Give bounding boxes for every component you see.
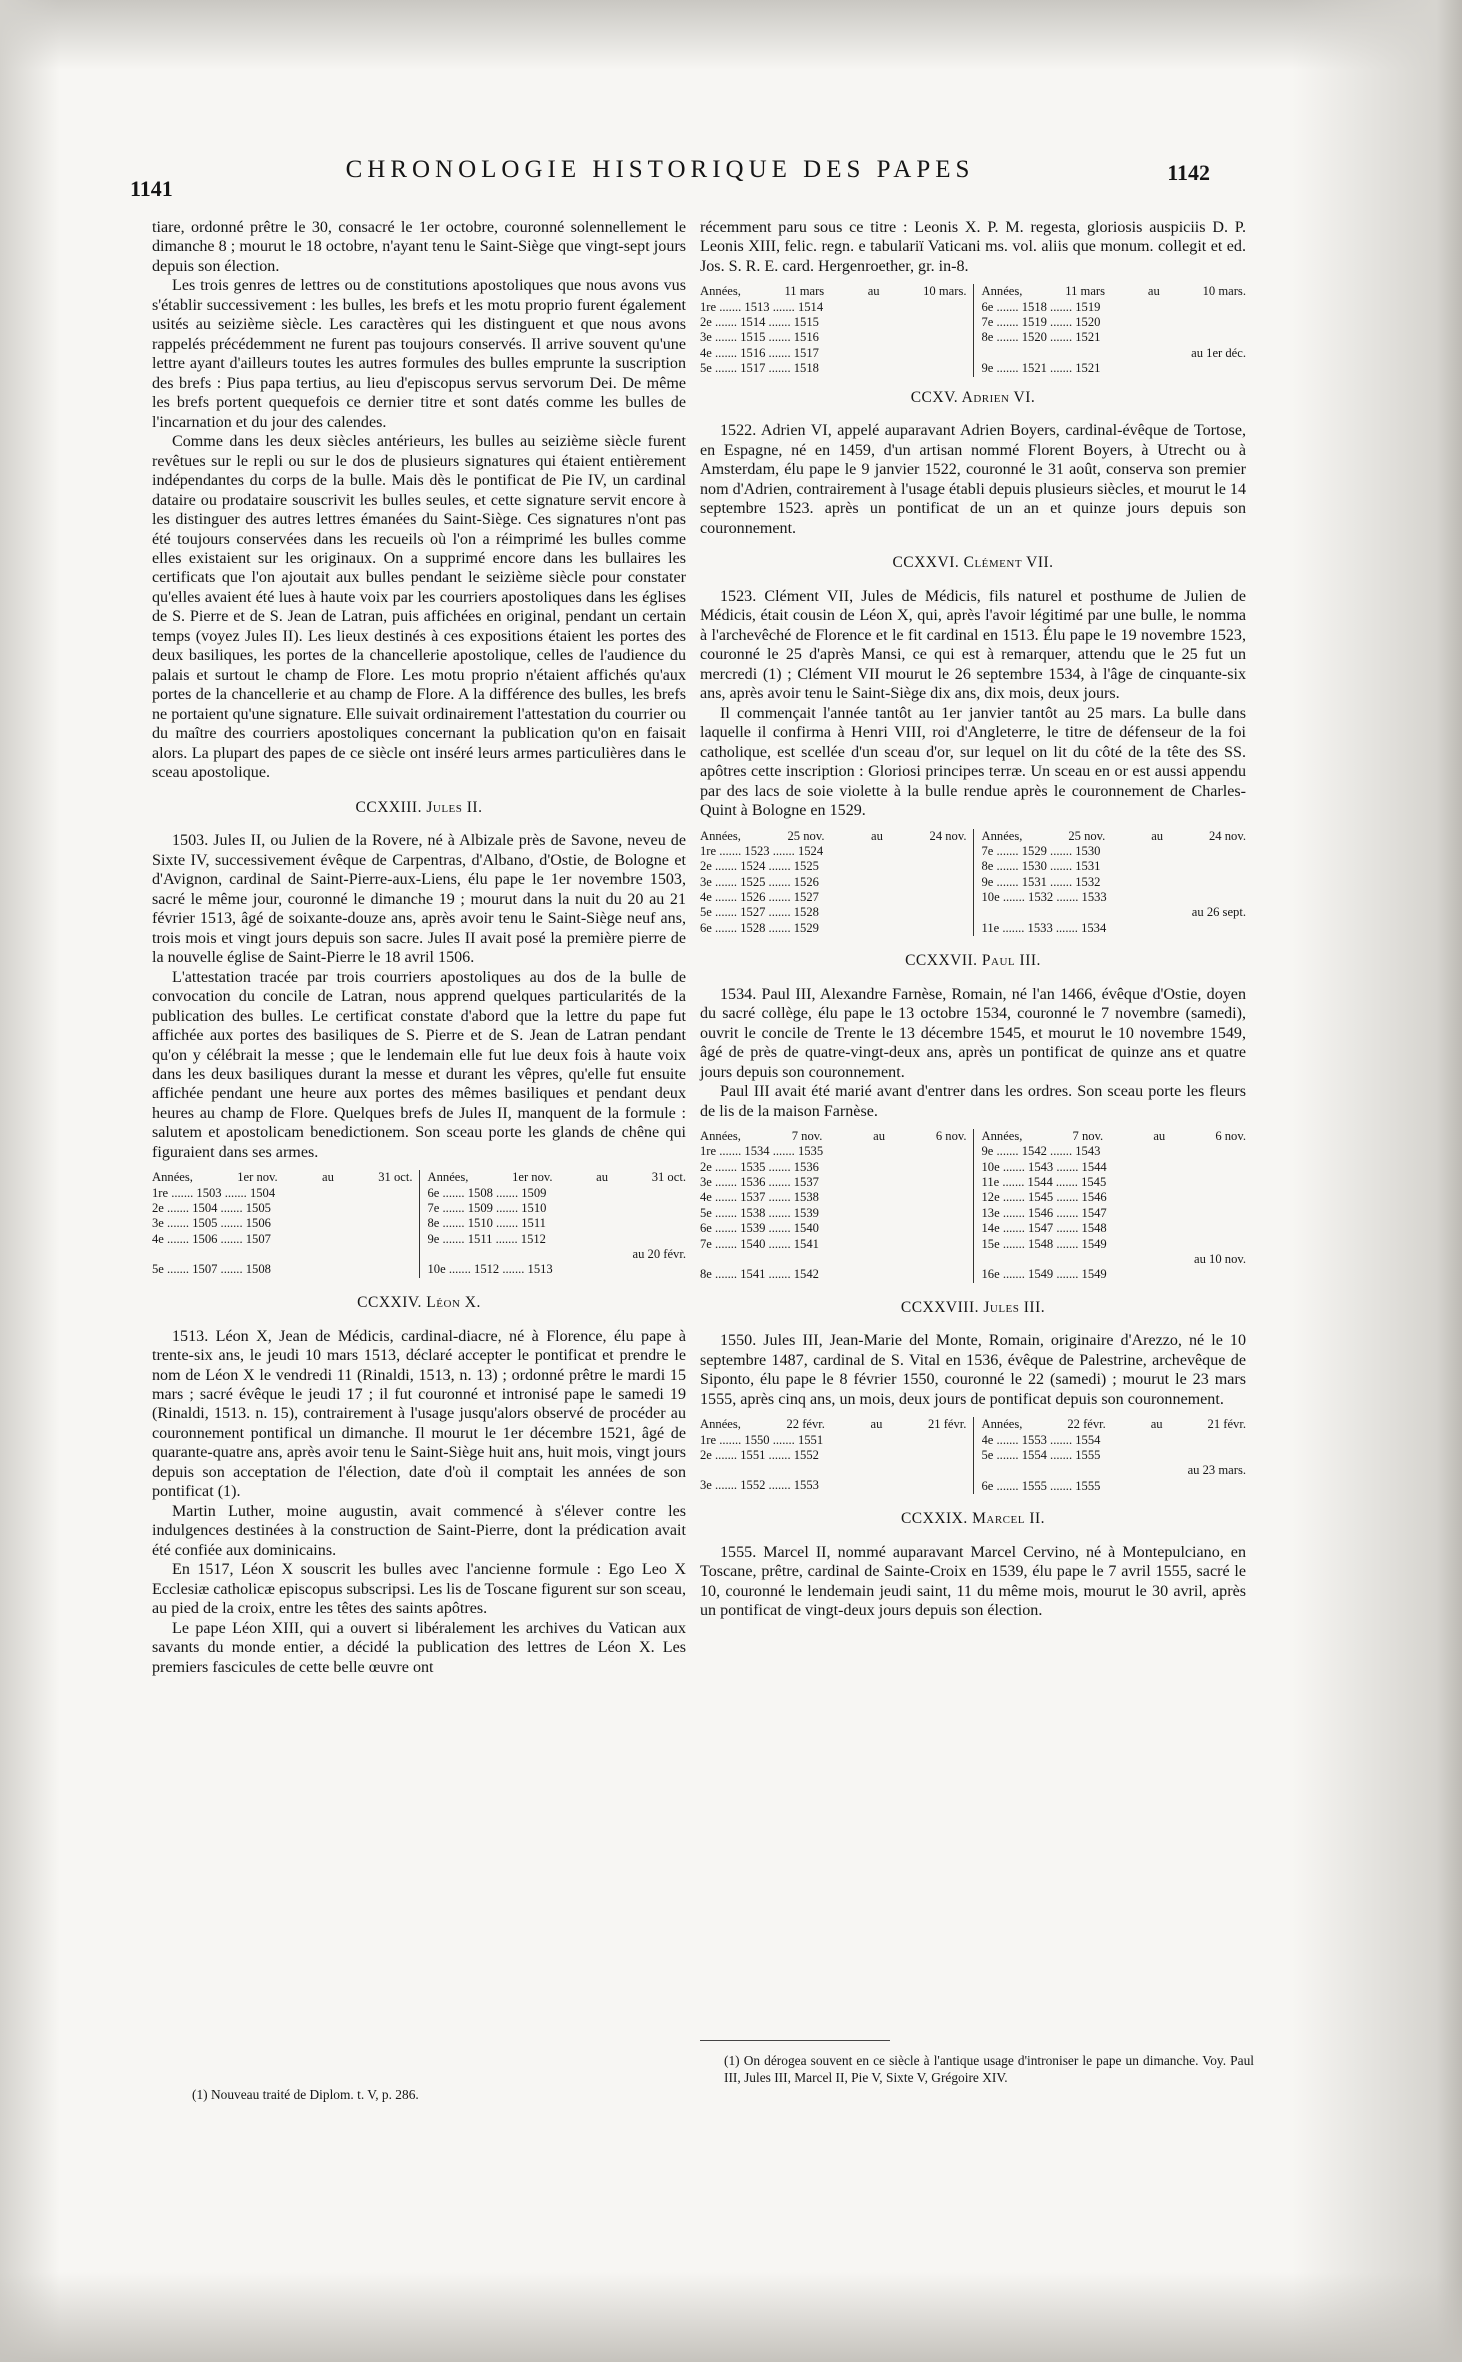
table-note: au 1er déc. [1191, 345, 1246, 360]
scan-shadow-left [0, 0, 60, 2362]
page-number-right: 1142 [1167, 160, 1210, 185]
footnote-left: (1) Nouveau traité de Diplom. t. V, p. 286. [192, 2087, 419, 2102]
years-table-left [700, 1129, 973, 1283]
years-table-clement-vii [700, 829, 1246, 937]
paragraph: 1522. Adrien VI, appelé auparavant Adrien Boyers, cardinal-évêque de Tortose, en Espagne, né en 1459, d'un artisan nommé Florent Boyers, à Utrecht ou à Amsterdam, élu pape le 9 janvier 1522, couronné le 31 août, conserva son premier nom d'Adrien, contrairement à l'usage établi depuis plusieurs siècles, et mourut le 14 septembre 1523. après un pontificat de un an et quinze jours depuis son couronnement. [700, 422, 1246, 537]
paragraph: En 1517, Léon X souscrit les bulles avec l'ancienne formule : Ego Leo X Ecclesiæ catholicæ episcopus subscripsi. Les lis de Toscane figurent sur son sceau, au pied de la croix, entre les têtes des saints apôtres. [152, 1561, 686, 1618]
table-row: 7e ....... 1540 ....... 1541 [700, 1236, 819, 1251]
table-row: 10e ....... 1543 ....... 1544 [981, 1159, 1107, 1174]
table-row: 3e ....... 1552 ....... 1553 [700, 1478, 819, 1493]
table-row: 9e ....... 1521 ....... 1521 [981, 361, 1101, 376]
table-note: au 20 févr. [632, 1247, 686, 1262]
header-cell: 7 nov. [1072, 1129, 1104, 1144]
table-row: 4e ....... 1526 ....... 1527 [700, 889, 819, 904]
table-row: 10e ....... 1512 ....... 1513 [427, 1262, 553, 1277]
paragraph: 1534. Paul III, Alexandre Farnèse, Romain, né l'an 1466, évêque d'Ostie, doyen du sacré collège, élu pape le 13 octobre 1534, couronné le 7 novembre (samedi), ouvrit le concile de Trente le 13 décembre 1545, et mourut le 10 novembre 1549, âgé de près de quatre-vingt-deux ans, après un pontificat de quinze ans et quatre jours depuis son couronnement. [700, 985, 1246, 1081]
left-column [152, 218, 686, 1677]
header-cell: 21 févr. [1207, 1417, 1246, 1432]
years-table-right [973, 829, 1246, 937]
table-row: 11e ....... 1544 ....... 1545 [981, 1175, 1107, 1190]
paragraph: 1550. Jules III, Jean-Marie del Monte, Romain, originaire d'Arezzo, né le 10 septembre 1487, cardinal de S. Vital en 1536, évêque de Palestrine, archevêque de Siponto, élu pape le 8 février 1550, couronné le 22 (samedi) ; mourut le 23 mars 1555, après cinq ans, un mois, deux jours de pontificat depuis son couronnement. [700, 1332, 1246, 1408]
table-row: 2e ....... 1524 ....... 1525 [700, 859, 819, 874]
header-cell: Années, [700, 1129, 741, 1144]
table-row: 7e ....... 1529 ....... 1530 [981, 843, 1101, 858]
paragraph: Comme dans les deux siècles antérieurs, les bulles au seizième siècle furent revêtues sur le repli ou sur le dos de plusieurs signatures qui étaient entièrement indépendantes du corps de la bulle. Mais dès le pontificat de Pie IV, un cardinal dataire ou prodataire souscrivit les bulles seules, et cette signature servit encore à les distinguer des autres lettres émanées du Saint-Siège. Ces signatures n'ont pas été toujours conservées dans les recueils où l'on a réimprimé les bulles comme elles existaient sur les originaux. On a supprimé encore dans les bullaires les certificats que l'on ajoutait aux bulles pendant le seizième siècle pour constater qu'elles avaient été lues à haute voix par les courriers apostoliques dans les églises de S. Pierre et de S. Jean de Latran, puis affichées en original, pendant un certain temps (voyez Jules II). Les lieux destinés à ces expositions étaient les portes des deux basiliques, les portes de la chancellerie apostolique, celles de l'audience du palais et surtout le champ de Flore. Les motu proprio n'étaient affichés qu'aux portes de la chancellerie et au champ de Flore. A la différence des bulles, les brefs ne portaient qu'une signature. Elle suivait ordinairement l'attestation du courrier ou du maître des courriers apostoliques concernant la publication qu'on en faisait alors. La plupart des papes de ce siècle ont inséré leurs armes particulières dans le sceau apostolique. [152, 433, 686, 782]
paragraph: Il commençait l'année tantôt au 1er janvier tantôt au 25 mars. La bulle dans laquelle il confirma à Henri VIII, roi d'Angleterre, le titre de défenseur de la foi catholique, est scellée d'un sceau d'or, sur lequel on lit du côté de la tête des SS. apôtres cette inscription : Gloriosi principes terræ. Un sceau en or est aussi appendu par des lacs de soie violette à la bulle rendue après le couronnement de Charles-Quint à Bologne en 1529. [700, 704, 1246, 820]
header-cell: 22 févr. [1067, 1417, 1106, 1432]
paragraph: 1513. Léon X, Jean de Médicis, cardinal-diacre, né à Florence, élu pape à trente-six ans, le jeudi 10 mars 1513, déclaré accepter le pontificat et prendre le nom de Léon X le vendredi 11 (Rinaldi, 1513, n. 13) ; ordonné prêtre le mardi 15 mars ; sacré évêque le jeudi 17 ; il fut couronné et intronisé pape le samedi 19 (Rinaldi, 1513. n. 15), contrairement à l'usage jusqu'alors observé de procéder au couronnement pontifical un dimanche. Il mourut le 1er décembre 1521, âgé de quarante-quatre ans, après avoir tenu le Saint-Siège huit ans, huit mois, vingt jours depuis son acceptation de l'élection, date d'où il comptait les années de son pontificat (1). [152, 1327, 686, 1501]
years-table-jules-iii [700, 1417, 1246, 1494]
paragraph: récemment paru sous ce titre : Leonis X. P. M. regesta, gloriosis auspiciis D. P. Leonis XIII, felic. regn. e tabulariï Vaticani ms. vol. aliis que monum. collegit et ed. Jos. S. R. E. card. Hergenroether, gr. in-8. [700, 219, 1246, 275]
header-cell: 11 mars [784, 284, 825, 299]
paragraph: 1555. Marcel II, nommé auparavant Marcel Cervino, né à Montepulciano, en Toscane, prêtre, cardinal de Sainte-Croix en 1539, élu pape le 7 avril 1555, sacré le 10, couronné le lendemain jeudi saint, 11 du même mois, mourut le 30 avril, après un pontificat de vingt-deux jours depuis son élection. [700, 1543, 1246, 1620]
header-cell: au [867, 284, 880, 299]
table-row: 6e ....... 1518 ....... 1519 [981, 299, 1101, 314]
years-table-header [700, 1417, 967, 1432]
header-cell: 21 févr. [927, 1417, 967, 1432]
header-cell: au [1147, 284, 1160, 299]
years-table-right [419, 1170, 686, 1278]
right-column [700, 218, 1246, 1621]
table-row: 3e ....... 1536 ....... 1537 [700, 1175, 819, 1190]
header-cell: 25 nov. [1068, 828, 1106, 843]
years-table-right [973, 1129, 1246, 1283]
header-cell: Années, [981, 1417, 1023, 1432]
header-cell: Années, [981, 284, 1023, 299]
paragraph: Paul III avait été marié avant d'entrer dans les ordres. Son sceau porte les fleurs de lis de la maison Farnèse. [700, 1083, 1246, 1120]
years-table-header [700, 829, 967, 844]
scan-shadow-bottom [0, 2272, 1462, 2362]
table-row: 3e ....... 1525 ....... 1526 [700, 874, 819, 889]
footnote-right: (1) On dérogea souvent en ce siècle à l'antique usage d'introniser le pape un dimanche. Voy. Paul III, Jules III, Marcel II, Pie V, Sixte V, Grégoire XIV. [724, 2053, 1254, 2085]
table-row: 7e ....... 1519 ....... 1520 [981, 315, 1101, 330]
table-row: 3e ....... 1505 ....... 1506 [152, 1216, 271, 1231]
table-row: 3e ....... 1515 ....... 1516 [700, 330, 819, 345]
table-note: au 23 mars. [1187, 1463, 1246, 1478]
table-row: 1re ....... 1513 ....... 1514 [700, 299, 824, 314]
header-cell: 6 nov. [935, 1129, 967, 1144]
table-note: au 10 nov. [1194, 1251, 1246, 1266]
header-cell: 7 nov. [791, 1129, 823, 1144]
header-cell: au [1153, 1129, 1166, 1144]
header-cell: au [873, 1129, 886, 1144]
table-row: 5e ....... 1517 ....... 1518 [700, 361, 819, 376]
table-row: 6e ....... 1555 ....... 1555 [981, 1478, 1101, 1493]
table-row: 5e ....... 1538 ....... 1539 [700, 1205, 819, 1220]
header-cell: Années, [700, 1417, 741, 1432]
section-heading-jules-ii: CCXXIII. Jules II. [355, 798, 483, 816]
table-row: 6e ....... 1539 ....... 1540 [700, 1221, 819, 1236]
header-cell: Années, [700, 828, 741, 843]
table-row: 8e ....... 1520 ....... 1521 [981, 330, 1101, 345]
table-row: 4e ....... 1537 ....... 1538 [700, 1190, 819, 1205]
header-cell: Années, [981, 828, 1023, 843]
paragraph: Martin Luther, moine augustin, avait commencé à s'élever contre les indulgences destinées à la construction de Saint-Pierre, dont la prédication avait été confiée aux dominicains. [152, 1502, 686, 1559]
table-row: 2e ....... 1551 ....... 1552 [700, 1447, 819, 1462]
running-title: CHRONOLOGIE HISTORIQUE DES PAPES [345, 156, 975, 183]
table-row: 8e ....... 1530 ....... 1531 [981, 859, 1101, 874]
table-row: 1re ....... 1503 ....... 1504 [152, 1185, 276, 1200]
header-cell: au [1151, 828, 1164, 843]
header-cell: 22 févr. [786, 1417, 825, 1432]
table-row: 1re ....... 1550 ....... 1551 [700, 1432, 824, 1447]
years-table-header [700, 1129, 967, 1144]
section-heading-adrien-vi: CCXV. Adrien VI. [910, 388, 1036, 406]
table-row: 13e ....... 1546 ....... 1547 [981, 1205, 1107, 1220]
header-cell: au [1150, 1417, 1163, 1432]
header-cell: 11 mars [1065, 284, 1106, 299]
paragraph: tiare, ordonné prêtre le 30, consacré le 1er octobre, couronné solennellement le dimanche 8 ; mourut le 18 octobre, n'ayant tenu le Saint-Siège que vingt-sept jours depuis son élection. [152, 219, 686, 275]
section-heading-marcel-ii: CCXXIX. Marcel II. [900, 1510, 1046, 1528]
paragraph: L'attestation tracée par trois courriers apostoliques au dos de la bulle de convocation du concile de Latran, nous apprend quelques particularités de la publication des bulles. Le certificat constate d'abord que la lettre du pape fut affichée aux portes des basiliques de S. Pierre et de S. Jean de Latran pendant qu'on y célébrait la messe ; que le lendemain elle fut lue deux fois à haute voix dans les deux basiliques durant la messe et durant les vêpres, qu'elle fut ensuite affichée pendant une heure aux portes des mêmes basiliques et pendant deux heures au champ de Flore. Quelques brefs de Jules II, manquent de la formule : salutem et apostolicam benedictionem. Son sceau porte les glands de chêne qui figuraient dans ses armes. [152, 968, 686, 1161]
years-table-right [973, 284, 1246, 376]
paragraph: 1523. Clément VII, Jules de Médicis, fils naturel et posthume de Julien de Médicis, était cousin de Léon X, qui, après l'avoir légitimé par une bulle, le nomma à l'archevêché de Florence et le fit cardinal en 1513. Élu pape le 19 novembre 1523, couronné le 25 d'après Mansi, ce qui est à remarquer, attendu que le 25 fut un mercredi (1) ; Clément VII mourut le 26 septembre 1534, à l'âge de cinquante-six ans, après avoir tenu le Saint-Siège dix ans, dix mois, deux jours. [700, 587, 1246, 703]
header-cell: 10 mars. [1202, 284, 1246, 299]
table-row: 2e ....... 1514 ....... 1515 [700, 315, 819, 330]
table-row: 5e ....... 1527 ....... 1528 [700, 905, 819, 920]
header-cell: 24 nov. [929, 828, 967, 843]
header-cell: 24 nov. [1209, 828, 1246, 843]
header-cell: au [870, 1417, 883, 1432]
header-cell: au [322, 1170, 334, 1185]
table-row: 8e ....... 1510 ....... 1511 [427, 1216, 546, 1231]
years-table-header [428, 1170, 687, 1185]
section-heading-clement-vii: CCXXVI. Clément VII. [892, 554, 1054, 572]
table-row: 6e ....... 1528 ....... 1529 [700, 920, 819, 935]
scan-shadow-top [0, 0, 1462, 70]
table-row: 7e ....... 1509 ....... 1510 [427, 1201, 547, 1216]
header-cell: 31 oct. [651, 1170, 686, 1185]
years-table-header [982, 284, 1247, 299]
years-table-left [152, 1170, 419, 1278]
table-row: 9e ....... 1511 ....... 1512 [427, 1231, 546, 1246]
years-table-leon-x [700, 284, 1246, 376]
years-table-header [152, 1170, 413, 1185]
table-note: au 26 sept. [1191, 905, 1246, 920]
years-table-header [982, 1129, 1247, 1144]
table-row: 16e ....... 1549 ....... 1549 [981, 1267, 1107, 1282]
header-cell: au [596, 1170, 609, 1185]
section-heading-jules-iii: CCXXVIII. Jules III. [900, 1298, 1046, 1316]
table-row: 10e ....... 1532 ....... 1533 [981, 889, 1107, 904]
header-cell: Années, [152, 1170, 193, 1185]
years-table-right [973, 1417, 1246, 1494]
table-row: 5e ....... 1554 ....... 1555 [981, 1447, 1101, 1462]
header-cell: 1er nov. [512, 1170, 553, 1185]
table-row: 1re ....... 1523 ....... 1524 [700, 843, 824, 858]
years-table-jules-ii [152, 1170, 686, 1278]
table-row: 11e ....... 1533 ....... 1534 [981, 920, 1107, 935]
years-table-left [700, 284, 973, 376]
scan-shadow-right [1292, 0, 1462, 2362]
years-table-header [700, 284, 967, 299]
header-cell: 1er nov. [237, 1170, 278, 1185]
table-row: 9e ....... 1531 ....... 1532 [981, 874, 1101, 889]
header-cell: 31 oct. [378, 1170, 413, 1185]
table-row: 1re ....... 1534 ....... 1535 [700, 1144, 824, 1159]
table-row: 14e ....... 1547 ....... 1548 [981, 1221, 1107, 1236]
table-row: 9e ....... 1542 ....... 1543 [981, 1144, 1101, 1159]
table-row: 15e ....... 1548 ....... 1549 [981, 1236, 1107, 1251]
header-cell: Années, [700, 284, 741, 299]
header-cell: 6 nov. [1215, 1129, 1246, 1144]
paragraph: Le pape Léon XIII, qui a ouvert si libéralement les archives du Vatican aux savants du monde entier, a décidé la publication des lettres de Léon X. Les premiers fascicules de cette belle œuvre ont [152, 1619, 686, 1676]
paragraph: Les trois genres de lettres ou de constitutions apostoliques que nous avons vus s'établir successivement : les bulles, les brefs et les motu proprio furent également usités au seizième siècle. Les caractères qui les distinguent et que nous avons rappelés précédemment ne furent pas toujours conservés. Il arrive souvent qu'une lettre ayant d'ailleurs toutes les autres formules des bulles emprunte la suscription des brefs : Pius papa tertius, au lieu d'episcopus servus servorum Dei. De même les brefs portent quequefois ce dernier titre et sont datés comme les bulles de l'incarnation et du jour des calendes. [152, 277, 686, 431]
years-table-left [700, 1417, 973, 1494]
header-cell: Années, [981, 1129, 1023, 1144]
footnote-rule [700, 2040, 890, 2041]
years-table-header [982, 829, 1247, 844]
table-row: 4e ....... 1516 ....... 1517 [700, 345, 819, 360]
section-heading-paul-iii: CCXXVII. Paul III. [905, 952, 1041, 970]
table-row: 12e ....... 1545 ....... 1546 [981, 1190, 1107, 1205]
running-header [118, 156, 1220, 200]
table-row: 5e ....... 1507 ....... 1508 [152, 1262, 271, 1277]
header-cell: 10 mars. [923, 284, 967, 299]
table-row: 2e ....... 1535 ....... 1536 [700, 1159, 819, 1174]
table-row: 4e ....... 1506 ....... 1507 [152, 1231, 271, 1246]
years-table-left [700, 829, 973, 937]
table-row: 8e ....... 1541 ....... 1542 [700, 1266, 819, 1281]
header-cell: au [871, 828, 883, 843]
page-number-left: 1141 [130, 176, 173, 201]
paragraph: 1503. Jules II, ou Julien de la Rovere, né à Albizale près de Savone, neveu de Sixte IV, successivement évêque de Carpentras, d'Albano, d'Ostie, de Bologne et d'Avignon, cardinal de Saint-Pierre-aux-Liens, élu pape le 1er novembre 1503, sacré le même jour, couronné le dimanche 19 ; mourut dans la nuit du 20 au 21 février 1513, âgé de soixante-douze ans, après avoir tenu le Saint-Siège neuf ans, trois mois et vingt jours depuis son sacre. Jules II avait posé la première pierre de la nouvelle église de Saint-Pierre le 18 avril 1506. [152, 832, 686, 967]
years-table-paul-iii [700, 1129, 1246, 1283]
table-row: 6e ....... 1508 ....... 1509 [427, 1185, 547, 1200]
years-table-header [982, 1417, 1247, 1432]
header-cell: 25 nov. [787, 828, 825, 843]
header-cell: Années, [427, 1170, 469, 1185]
table-row: 2e ....... 1504 ....... 1505 [152, 1201, 271, 1216]
section-heading-leon-x: CCXXIV. Léon X. [357, 1293, 481, 1311]
table-row: 4e ....... 1553 ....... 1554 [981, 1432, 1101, 1447]
